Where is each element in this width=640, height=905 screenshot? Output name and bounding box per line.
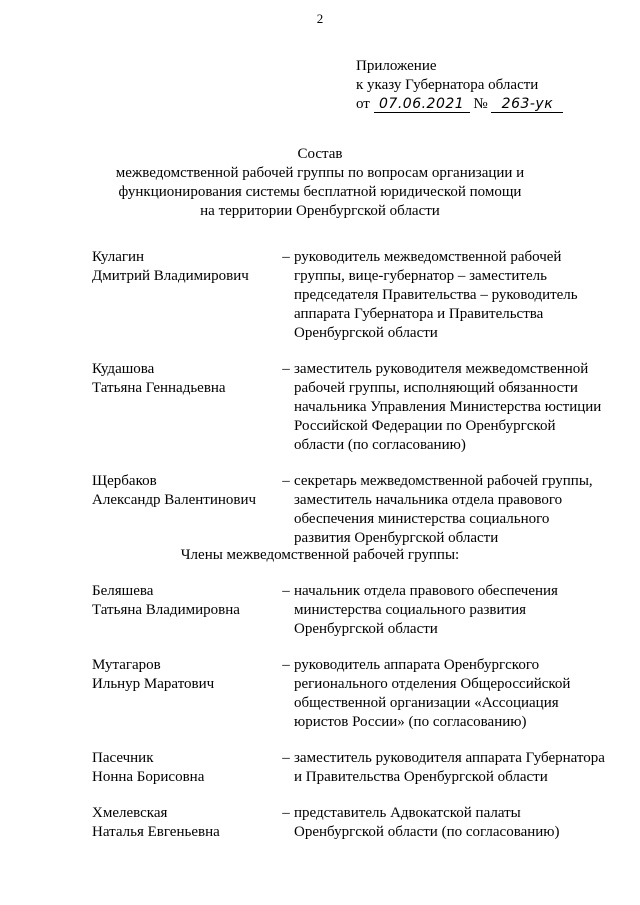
member-role: руководитель межведомственной рабочей группы, вице-губернатор – заместитель председателя Правительства – руководитель аппарата Губернатора и Правительства Оренбургской области (294, 249, 578, 341)
member-name (92, 582, 278, 639)
member-name (92, 804, 278, 842)
list-item (92, 804, 612, 842)
dash-separator: – (282, 750, 290, 766)
appendix-block (356, 57, 563, 114)
appendix-label: Приложение (356, 58, 437, 74)
list-item (92, 360, 612, 455)
dash-separator: – (282, 657, 290, 673)
member-given-name: Ильнур Маратович (92, 676, 215, 692)
list-item (92, 582, 612, 639)
member-given-name: Татьяна Владимировна (92, 602, 240, 618)
member-name (92, 248, 278, 343)
dash-separator: – (282, 805, 290, 821)
member-given-name: Нонна Борисовна (92, 769, 205, 785)
number-label: № (473, 96, 488, 112)
dash-separator: – (282, 361, 290, 377)
document-title (0, 145, 640, 221)
member-surname: Пасечник (92, 750, 154, 766)
member-surname: Кулагин (92, 249, 145, 265)
member-role: начальник отдела правового обеспечения министерства социального развития Оренбургской области (294, 583, 558, 637)
handwritten-date: 07.06.2021 (374, 97, 470, 113)
appendix-date-line (356, 95, 563, 114)
leaders-list (92, 248, 612, 548)
member-name (92, 472, 278, 548)
member-surname: Беляшева (92, 583, 154, 599)
member-role: заместитель руководителя аппарата Губернатора и Правительства Оренбургской области (294, 750, 605, 785)
members-list (92, 582, 612, 842)
member-surname: Хмелевская (92, 805, 168, 821)
dash-separator: – (282, 583, 290, 599)
member-given-name: Дмитрий Владимирович (92, 268, 249, 284)
member-surname: Кудашова (92, 361, 155, 377)
list-item (92, 472, 612, 548)
title-line-3: функционирования системы бесплатной юридической помощи (118, 184, 522, 200)
handwritten-number: 263-ук (491, 97, 563, 113)
member-role: заместитель руководителя межведомственной рабочей группы, исполняющий обязанности начальника Управления Министерства юстиции Российской Федерации по Оренбургской области (по согласованию) (294, 361, 602, 453)
member-given-name: Татьяна Геннадьевна (92, 380, 226, 396)
member-role: секретарь межведомственной рабочей группы, заместитель начальника отдела правового обеспечения министерства социального развития Оренбургской области (294, 473, 593, 546)
appendix-reference: к указу Губернатора области (356, 77, 539, 93)
list-item (92, 656, 612, 732)
title-line-2: межведомственной рабочей группы по вопросам организации и (115, 165, 525, 181)
page-number: 2 (316, 11, 324, 26)
member-given-name: Наталья Евгеньевна (92, 824, 220, 840)
member-name (92, 749, 278, 787)
member-surname: Мутагаров (92, 657, 161, 673)
member-given-name: Александр Валентинович (92, 492, 257, 508)
member-name (92, 360, 278, 455)
members-heading: Члены межведомственной рабочей группы: (180, 547, 460, 563)
dash-separator: – (282, 473, 290, 489)
member-role: представитель Адвокатской палаты Оренбургской области (по согласованию) (294, 805, 560, 840)
member-role: руководитель аппарата Оренбургского регионального отделения Общероссийской общественной организации «Ассоциация юристов России» (по согласованию) (294, 657, 571, 730)
member-name (92, 656, 278, 732)
title-line-4: на территории Оренбургской области (200, 203, 440, 219)
member-surname: Щербаков (92, 473, 157, 489)
dash-separator: – (282, 249, 290, 265)
list-item (92, 248, 612, 343)
title-line-1: Состав (297, 146, 343, 162)
from-label: от (356, 96, 370, 112)
list-item (92, 749, 612, 787)
